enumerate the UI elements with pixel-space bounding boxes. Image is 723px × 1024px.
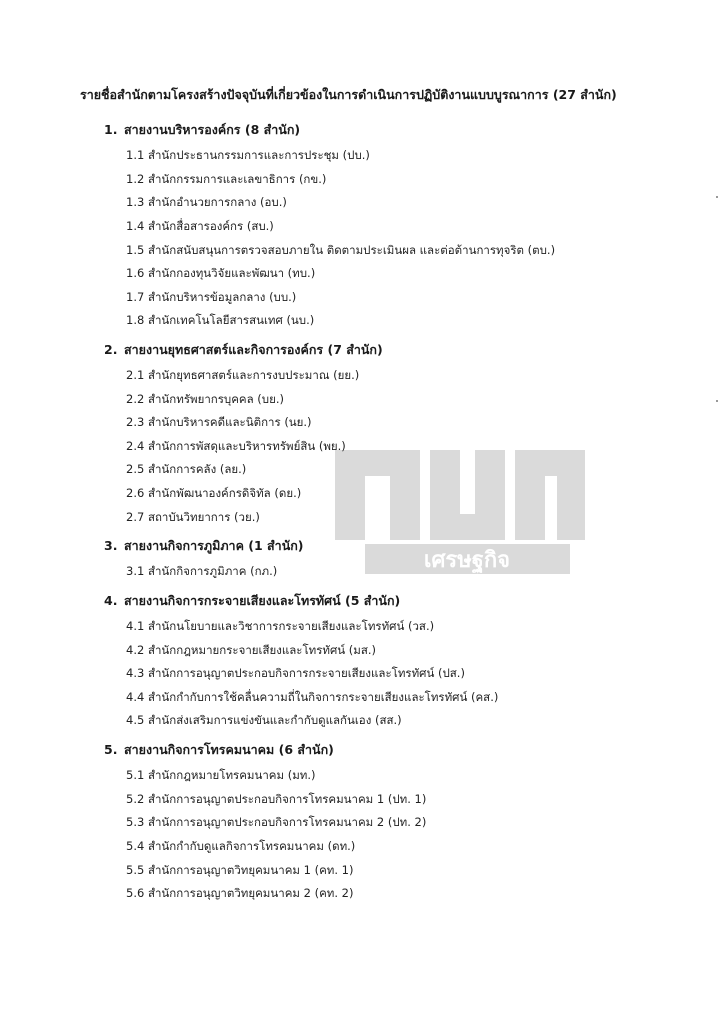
list-item: 2.5 สำนักการคลัง (ลย.) <box>126 462 247 477</box>
list-item: 1.6 สำนักกองทุนวิจัยและพัฒนา (ทบ.) <box>126 266 316 281</box>
list-item: 1.7 สำนักบริหารข้อมูลกลาง (บบ.) <box>126 289 297 304</box>
list-item: 2.3 สำนักบริหารคดีและนิติการ (นย.) <box>126 415 312 430</box>
section-title <box>104 536 304 556</box>
section-number: 1. <box>104 122 118 137</box>
section-title <box>104 591 400 611</box>
list-item: 4.3 สำนักการอนุญาตประกอบกิจการกระจายเสียงและโทรทัศน์ (ปส.) <box>126 666 465 681</box>
document-title: รายชื่อสำนักตามโครงสร้างปัจจุบันที่เกี่ยวข้องในการดำเนินการปฏิบัติงานแบบบูรณาการ (27 สำนัก) <box>80 87 617 102</box>
svg-text:เศรษฐกิจ: เศรษฐกิจ <box>423 548 511 573</box>
section-title-text: สายงานยุทธศาสตร์และกิจการองค์กร (7 สำนัก) <box>124 341 383 357</box>
list-item: 5.5 สำนักการอนุญาตวิทยุคมนาคม 1 (คท. 1) <box>126 862 354 877</box>
section-title <box>104 740 334 760</box>
list-item: 1.4 สำนักสื่อสารองค์กร (สบ.) <box>126 218 274 233</box>
list-item: 4.5 สำนักส่งเสริมการแข่งขันและกำกับดูแลกันเอง (สส.) <box>126 713 402 728</box>
list-item: 5.3 สำนักการอนุญาตประกอบกิจการโทรคมนาคม 2 (ปท. 2) <box>126 815 427 830</box>
section-title-text: สายงานกิจการโทรคมนาคม (6 สำนัก) <box>124 742 334 757</box>
section-number: 5. <box>104 742 118 757</box>
section-title <box>104 120 300 140</box>
list-item: 2.2 สำนักทรัพยากรบุคคล (บย.) <box>126 391 284 406</box>
list-item: 3.1 สำนักกิจการภูมิภาค (กภ.) <box>126 564 278 579</box>
scan-mark <box>716 196 718 198</box>
watermark-logo <box>335 440 585 580</box>
section-title-text: สายงานบริหารองค์กร (8 สำนัก) <box>124 122 301 137</box>
section-title-text: สายงานกิจการภูมิภาค (1 สำนัก) <box>124 538 304 554</box>
list-item: 5.4 สำนักกำกับดูแลกิจการโทรคมนาคม (ดท.) <box>126 838 356 853</box>
list-item: 1.3 สำนักอำนวยการกลาง (อบ.) <box>126 195 287 210</box>
list-item: 1.5 สำนักสนับสนุนการตรวจสอบภายใน ติดตามประเมินผล และต่อต้านการทุจริต (ตบ.) <box>126 242 556 257</box>
list-item: 4.2 สำนักกฎหมายกระจายเสียงและโทรทัศน์ (มส.) <box>126 642 377 657</box>
scan-mark <box>716 400 718 402</box>
list-item: 4.4 สำนักกำกับการใช้คลื่นความถี่ในกิจการกระจายเสียงและโทรทัศน์ (คส.) <box>126 689 499 704</box>
list-item: 5.6 สำนักการอนุญาตวิทยุคมนาคม 2 (คท. 2) <box>126 886 354 901</box>
list-item: 5.1 สำนักกฎหมายโทรคมนาคม (มท.) <box>126 768 316 783</box>
section-number: 2. <box>104 341 118 357</box>
section-number: 3. <box>104 538 118 554</box>
list-item: 2.7 สถาบันวิทยาการ (วย.) <box>126 509 260 524</box>
list-item: 2.6 สำนักพัฒนาองค์กรดิจิทัล (ดย.) <box>126 486 302 500</box>
section-title-text: สายงานกิจการกระจายเสียงและโทรทัศน์ (5 สำนัก) <box>124 592 401 608</box>
list-item: 1.2 สำนักกรรมการและเลขาธิการ (กข.) <box>126 171 327 186</box>
list-item: 4.1 สำนักนโยบายและวิชาการกระจายเสียงและโทรทัศน์ (วส.) <box>126 619 435 633</box>
list-item: 5.2 สำนักการอนุญาตประกอบกิจการโทรคมนาคม 1 (ปท. 1) <box>126 791 427 806</box>
section-number: 4. <box>104 592 118 608</box>
list-item: 2.4 สำนักการพัสดุและบริหารทรัพย์สิน (พย.) <box>126 438 346 453</box>
list-item: 2.1 สำนักยุทธศาสตร์และการงบประมาณ (ยย.) <box>126 368 360 382</box>
list-item: 1.8 สำนักเทคโนโลยีสารสนเทศ (นบ.) <box>126 313 315 328</box>
list-item: 1.1 สำนักประธานกรรมการและการประชุม (ปบ.) <box>126 148 370 163</box>
section-title <box>104 340 383 360</box>
